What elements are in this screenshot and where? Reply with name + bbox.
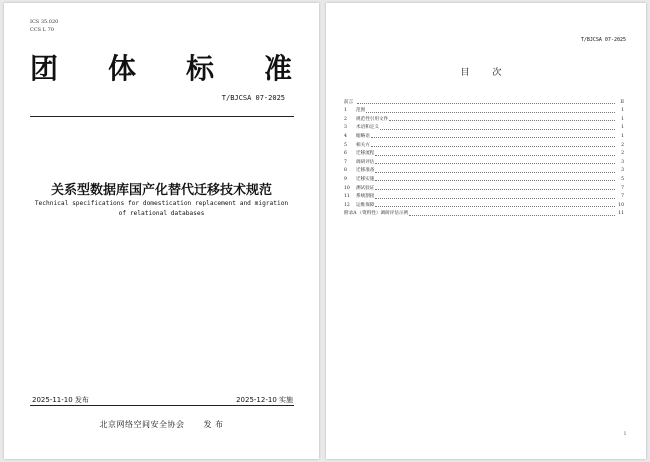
toc-entry-title: 测试验证 — [356, 185, 375, 191]
toc-entry-title: 范围 — [356, 108, 366, 114]
toc-entry-page: 1 — [621, 133, 624, 139]
title-en-line: of relational databases — [118, 210, 205, 217]
title-char: 准 — [263, 52, 292, 85]
toc-entry-title: 缩略语 — [356, 133, 370, 139]
document-title-en — [24, 199, 299, 219]
toc-title: 目 次 — [460, 68, 512, 78]
toc-entry-title: 迁移流程 — [356, 151, 375, 157]
standard-number: T/BJCSA 07-2025 — [221, 94, 285, 102]
toc-entry-title: 系统割接 — [356, 194, 375, 200]
toc-entry[interactable] — [344, 123, 624, 132]
toc-entry-title: 术语和定义 — [356, 125, 379, 131]
page-number: I — [624, 431, 626, 437]
toc-leader-dots — [375, 172, 615, 173]
toc-leader-dots — [366, 112, 615, 113]
toc-entry-page: 1 — [621, 116, 624, 122]
toc-entry-number: 7 — [344, 159, 347, 165]
title-char: 团 — [30, 52, 59, 85]
top-divider — [30, 116, 294, 117]
title-char: 体 — [107, 52, 136, 85]
implement-date: 2025-12-10 实施 — [236, 396, 293, 404]
toc-entry[interactable] — [344, 183, 624, 192]
toc-leader-dots — [371, 146, 615, 147]
toc-entry-number: 11 — [344, 194, 350, 200]
toc-entry-number: 12 — [344, 202, 350, 208]
toc-leader-dots — [375, 189, 615, 190]
toc-leader-dots — [409, 215, 615, 216]
toc-entry-number: 附录A — [344, 211, 357, 217]
toc-leader-dots — [375, 155, 615, 156]
toc-entry-page: 2 — [621, 151, 624, 157]
toc-entry[interactable] — [344, 140, 624, 149]
toc-leader-dots — [389, 120, 615, 121]
ccs-code: CCS L 70 — [30, 27, 54, 33]
toc-entry-page: 10 — [618, 202, 624, 208]
toc-entry[interactable] — [344, 97, 624, 106]
toc-entry-title: 运维保障 — [356, 202, 375, 208]
toc-entry-title: 迁移实施 — [356, 176, 375, 182]
toc-entry-page: 7 — [621, 194, 624, 200]
toc-entry[interactable] — [344, 106, 624, 115]
toc-entry-number: 1 — [344, 108, 347, 114]
cover-page — [4, 3, 319, 459]
toc-entry-number: 10 — [344, 185, 350, 191]
publisher-name: 北京网络空间安全协会 — [99, 420, 185, 429]
toc-entry-page: 5 — [621, 176, 624, 182]
toc-entry-number: 4 — [344, 133, 347, 139]
toc-entry-page: 11 — [618, 211, 624, 217]
toc-page — [326, 3, 646, 459]
toc-entry-number: 5 — [344, 142, 347, 148]
toc-entry[interactable] — [344, 192, 624, 201]
toc-entry-number: 6 — [344, 151, 347, 157]
toc-leader-dots — [357, 103, 615, 104]
toc-entry-number: 3 — [344, 125, 347, 131]
toc-entry[interactable] — [344, 157, 624, 166]
toc-leader-dots — [375, 180, 615, 181]
toc-entry-number: 9 — [344, 176, 347, 182]
toc-list — [344, 97, 624, 217]
group-standard-title — [30, 47, 292, 87]
toc-entry-page: II — [620, 99, 624, 105]
toc-entry-number: 前言 — [344, 99, 354, 105]
document-title-cn: 关系型数据库国产化替代迁移技术规范 — [50, 183, 272, 198]
toc-entry[interactable] — [344, 114, 624, 123]
toc-entry-title: 调研评估 — [356, 159, 375, 165]
title-en-line: Technical specifications for domestication replacement and migration — [34, 200, 289, 207]
toc-leader-dots — [375, 198, 615, 199]
toc-entry[interactable] — [344, 174, 624, 183]
ics-code: ICS 35.020 — [30, 19, 59, 25]
toc-entry-title: 迁移准备 — [356, 168, 375, 174]
toc-entry[interactable] — [344, 209, 624, 218]
toc-leader-dots — [380, 129, 615, 130]
toc-entry-title: 规范性引用文件 — [356, 116, 389, 122]
toc-entry-page: 1 — [621, 125, 624, 131]
toc-leader-dots — [375, 163, 615, 164]
toc-leader-dots — [375, 206, 615, 207]
bottom-divider — [30, 405, 294, 406]
toc-entry[interactable] — [344, 131, 624, 140]
toc-entry[interactable] — [344, 149, 624, 158]
toc-entry-number: 8 — [344, 168, 347, 174]
toc-entry-title: （资料性）调研评估示例 — [357, 211, 409, 217]
toc-header-number: T/BJCSA 07-2025 — [580, 37, 626, 43]
toc-entry-page: 3 — [621, 168, 624, 174]
toc-entry[interactable] — [344, 200, 624, 209]
publish-date: 2025-11-10 发布 — [32, 396, 89, 404]
toc-entry[interactable] — [344, 166, 624, 175]
toc-entry-page: 2 — [621, 142, 624, 148]
title-char: 标 — [185, 52, 214, 85]
toc-entry-title: 相关方 — [356, 142, 370, 148]
publisher-line — [4, 419, 319, 430]
toc-leader-dots — [371, 137, 615, 138]
toc-entry-page: 3 — [621, 159, 624, 165]
toc-entry-page: 7 — [621, 185, 624, 191]
toc-entry-number: 2 — [344, 116, 347, 122]
publish-label: 发 布 — [203, 420, 224, 429]
toc-entry-page: 1 — [621, 108, 624, 114]
